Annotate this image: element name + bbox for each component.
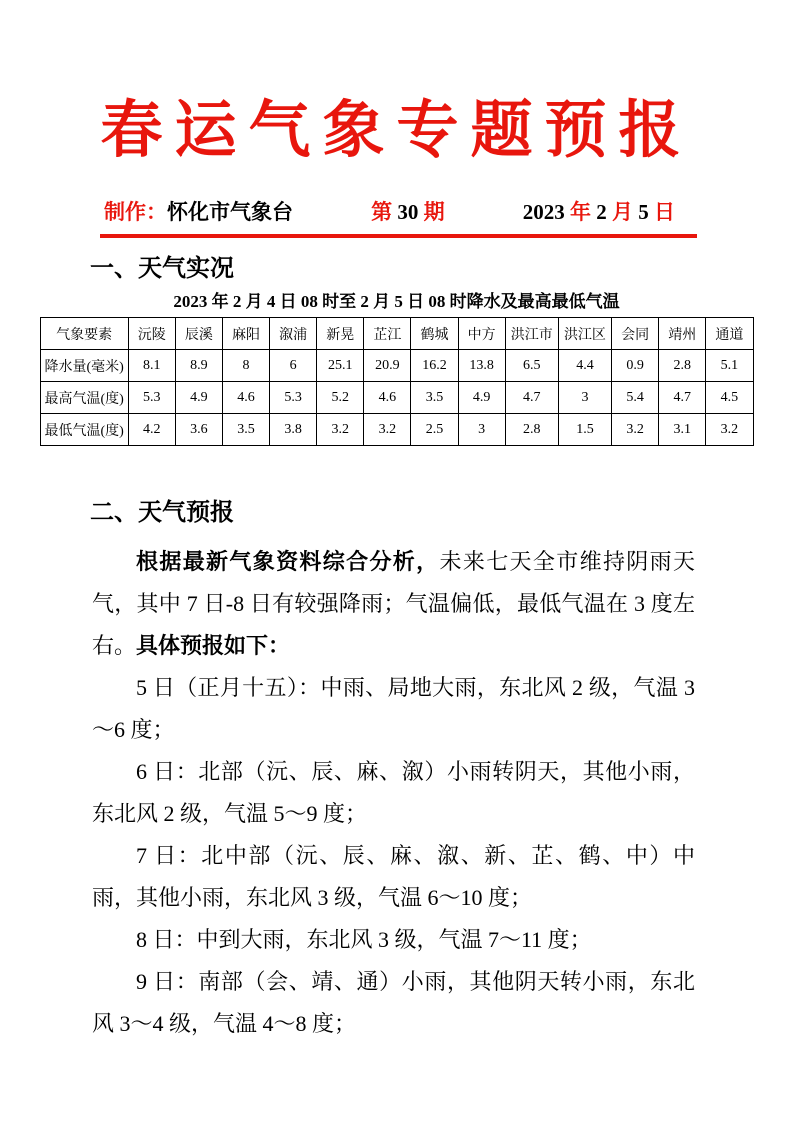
table-row-min-temp <box>40 414 753 446</box>
table-cell: 25.1 <box>317 350 364 382</box>
table-cell: 3.2 <box>612 414 659 446</box>
table-cell: 5.3 <box>128 382 175 414</box>
table-header-cell: 靖州 <box>659 318 706 350</box>
forecast-day-9: 9 日：南部（会、靖、通）小雨，其他阴天转小雨，东北风 3～4 级，气温 4～8 度； <box>92 969 695 1036</box>
table-header-cell: 洪江市 <box>505 318 558 350</box>
header-divider <box>100 234 697 238</box>
table-cell: 16.2 <box>411 350 458 382</box>
forecast-day-7: 7 日：北中部（沅、辰、麻、溆、新、芷、鹤、中）中雨，其他小雨，东北风 3 级，气温 6～10 度； <box>92 843 695 910</box>
forecast-intro <box>92 541 695 667</box>
date-month-label: 月 <box>606 200 639 224</box>
table-cell: 4.7 <box>505 382 558 414</box>
doc-date <box>523 198 675 226</box>
date-day: 5 <box>638 200 649 224</box>
table-cell: 3.6 <box>175 414 222 446</box>
table-cell: 4.4 <box>558 350 611 382</box>
row-label: 最低气温(度) <box>40 414 128 446</box>
forecast-day-5: 5 日（正月十五）：中雨、局地大雨，东北风 2 级，气温 3～6 度； <box>92 675 695 742</box>
table-header-cell: 芷江 <box>364 318 411 350</box>
table-cell: 4.9 <box>458 382 505 414</box>
table-title: 2023 年 2 月 4 日 08 时至 2 月 5 日 08 时降水及最高最低气温 <box>173 292 620 311</box>
page-title: 春运气象专题预报 <box>100 93 693 166</box>
table-cell: 4.5 <box>706 382 753 414</box>
forecast-intro-body: 未来七天全市维持阴雨天气，其中 7 日-8 日有较强降雨；气温偏低，最低气温在 3 度左右。 <box>92 549 695 658</box>
table-cell: 3 <box>458 414 505 446</box>
table-cell: 5.3 <box>270 382 317 414</box>
issue-prefix: 第 <box>371 200 398 224</box>
forecast-day-6: 6 日：北部（沅、辰、麻、溆）小雨转阴天，其他小雨，东北风 2 级，气温 5～9 度； <box>92 759 695 826</box>
table-cell: 0.9 <box>612 350 659 382</box>
table-cell: 5.2 <box>317 382 364 414</box>
row-label: 最高气温(度) <box>40 382 128 414</box>
table-header-cell: 会同 <box>612 318 659 350</box>
table-header-cell: 鹤城 <box>411 318 458 350</box>
table-cell: 4.7 <box>659 382 706 414</box>
table-cell: 3.8 <box>270 414 317 446</box>
table-cell: 2.8 <box>659 350 706 382</box>
table-cell: 20.9 <box>364 350 411 382</box>
table-header-row <box>40 318 753 350</box>
table-cell: 6 <box>270 350 317 382</box>
date-month: 2 <box>596 200 607 224</box>
row-label: 降水量(毫米) <box>40 350 128 382</box>
table-cell: 4.6 <box>364 382 411 414</box>
table-cell: 4.2 <box>128 414 175 446</box>
table-header-cell: 中方 <box>458 318 505 350</box>
table-header-cell: 洪江区 <box>558 318 611 350</box>
producer-name: 怀化市气象台 <box>167 200 293 224</box>
table-cell: 2.8 <box>505 414 558 446</box>
date-year-label: 年 <box>564 200 597 224</box>
table-cell: 3.5 <box>411 382 458 414</box>
table-header-cell: 麻阳 <box>222 318 269 350</box>
forecast-day-8: 8 日：中到大雨，东北风 3 级，气温 7～11 度； <box>136 927 592 952</box>
table-cell: 4.6 <box>222 382 269 414</box>
table-cell: 3.5 <box>222 414 269 446</box>
section-2-heading: 二、天气预报 <box>90 500 234 526</box>
table-row-max-temp <box>40 382 753 414</box>
section-1-heading: 一、天气实况 <box>90 256 234 282</box>
table-cell: 3.2 <box>706 414 753 446</box>
table-cell: 8.1 <box>128 350 175 382</box>
issue-value: 30 <box>397 200 419 224</box>
table-cell: 6.5 <box>505 350 558 382</box>
producer-label: 制作： <box>104 200 167 224</box>
issue-suffix: 期 <box>418 200 445 224</box>
table-cell: 8.9 <box>175 350 222 382</box>
table-cell: 4.9 <box>175 382 222 414</box>
table-header-cell: 沅陵 <box>128 318 175 350</box>
table-cell: 3.2 <box>317 414 364 446</box>
table-header-cell: 通道 <box>706 318 753 350</box>
date-year: 2023 <box>522 200 565 224</box>
table-cell: 3 <box>558 382 611 414</box>
issue-number <box>371 198 445 226</box>
forecast-intro-lead: 根据最新气象资料综合分析， <box>136 549 440 574</box>
table-cell: 1.5 <box>558 414 611 446</box>
table-cell: 8 <box>222 350 269 382</box>
doc-meta-row <box>104 198 675 226</box>
table-cell: 13.8 <box>458 350 505 382</box>
date-day-label: 日 <box>648 200 675 224</box>
table-cell: 5.4 <box>612 382 659 414</box>
table-cell: 2.5 <box>411 414 458 446</box>
table-header-cell: 辰溪 <box>175 318 222 350</box>
table-cell: 3.2 <box>364 414 411 446</box>
table-cell: 5.1 <box>706 350 753 382</box>
producer <box>104 198 293 226</box>
table-cell: 3.1 <box>659 414 706 446</box>
table-header-cell: 溆浦 <box>270 318 317 350</box>
table-header-cell: 气象要素 <box>40 318 128 350</box>
weather-observation-table <box>40 317 754 446</box>
table-header-cell: 新晃 <box>317 318 364 350</box>
table-row-precipitation <box>40 350 753 382</box>
forecast-intro-tail: 具体预报如下： <box>136 633 291 658</box>
